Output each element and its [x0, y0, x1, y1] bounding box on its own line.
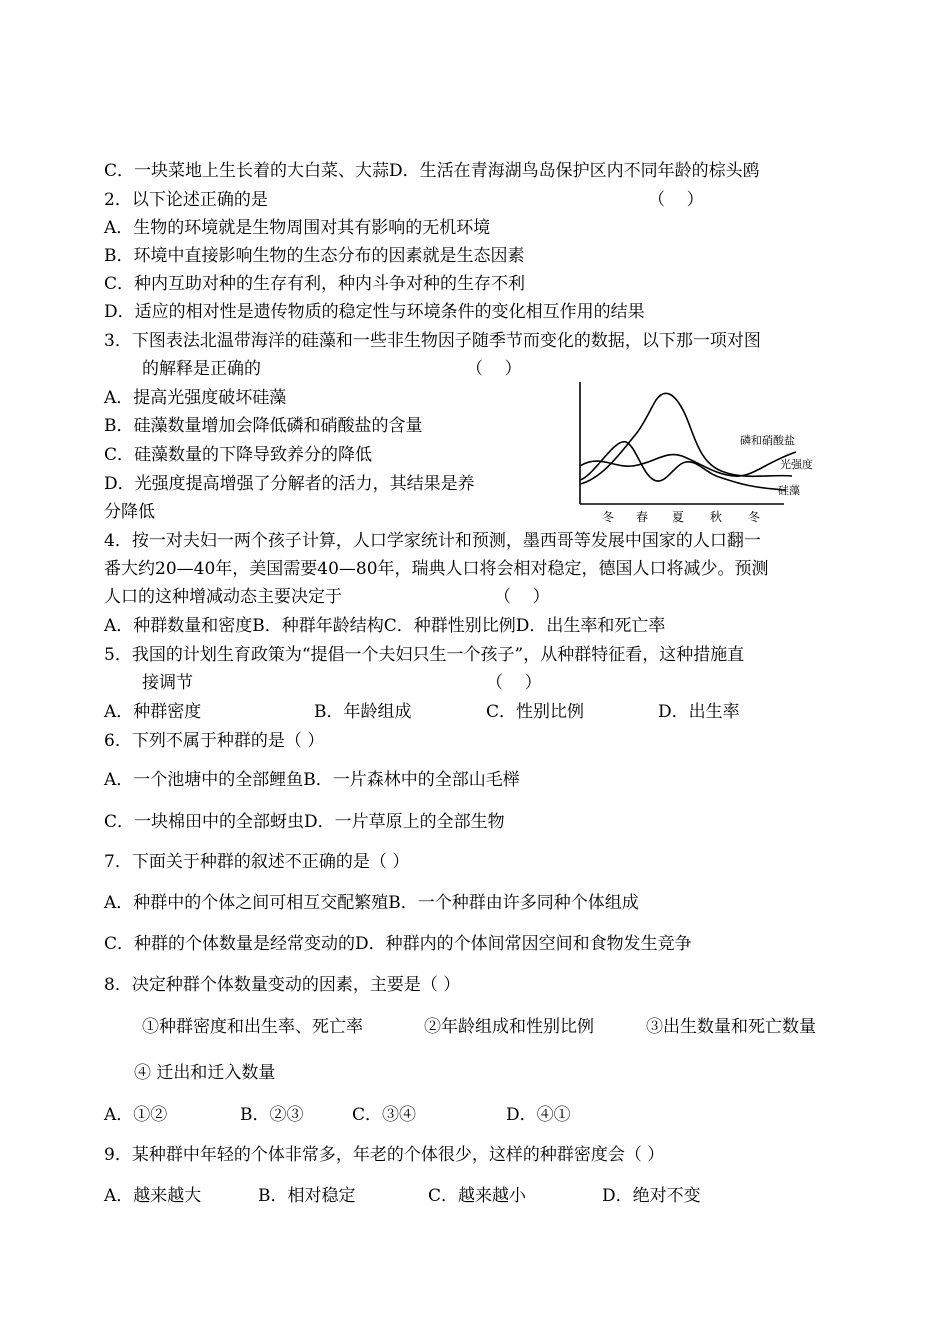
- q5-option-c: C．性别比例: [486, 702, 585, 722]
- q8-option-b: B．②③: [240, 1105, 304, 1125]
- curve-phosphate: [580, 452, 796, 476]
- q2-option-a: A．生物的环境就是生物周围对其有影响的无机环境: [104, 218, 491, 238]
- q9-option-d: D．绝对不变: [602, 1186, 701, 1206]
- q4-answer-blank: （ ）: [494, 587, 550, 607]
- q3-option-c: C．硅藻数量的下降导致养分的降低: [104, 445, 373, 465]
- q3-option-b: B．硅藻数量增加会降低磷和硝酸盐的含量: [104, 416, 423, 436]
- q3-option-d: D．光强度提高增强了分解者的活力，其结果是养: [104, 474, 475, 494]
- q7-stem: 7．下面关于种群的叙述不正确的是（ ）: [104, 852, 410, 872]
- q8-option-a: A．①②: [104, 1105, 168, 1125]
- q8-stem: 8．决定种群个体数量变动的因素，主要是（ ）: [104, 975, 461, 995]
- season-tick: 冬: [602, 510, 615, 524]
- q2-option-d: D．适应的相对性是遗传物质的稳定性与环境条件的变化相互作用的结果: [104, 302, 645, 322]
- q2-option-c: C．种内互助对种的生存有利，种内斗争对种的生存不利: [104, 274, 526, 294]
- q5-option-d: D．出生率: [658, 702, 740, 722]
- curve-diatom: [580, 442, 786, 490]
- q2-option-b: B．环境中直接影响生物的生态分布的因素就是生态因素: [104, 246, 525, 266]
- q3-answer-blank: （ ）: [466, 359, 522, 379]
- q9-option-b: B．相对稳定: [258, 1186, 356, 1206]
- q9-stem: 9．某种群中年轻的个体非常多，年老的个体很少，这样的种群密度会（ ）: [104, 1145, 665, 1165]
- season-tick: 春: [636, 510, 649, 524]
- q3-stem-cont: 的解释是正确的: [142, 359, 261, 379]
- q4-stem-l2: 番大约20—40年，美国需要40—80年，瑞典人口将会相对稳定，德国人口将减少。预测: [104, 559, 769, 579]
- q2-answer-blank: （ ）: [648, 190, 704, 210]
- q5-stem-cont: 接调节: [142, 673, 193, 693]
- q1-option-cd: C．一块菜地上生长着的大白菜、大蒜D．生活在青海湖鸟岛保护区内不同年龄的棕头鸥: [104, 161, 760, 181]
- q4-stem-l3: 人口的这种增减动态主要决定于: [104, 587, 342, 607]
- q4-options: A．种群数量和密度B．种群年龄结构C．种群性别比例D．出生率和死亡率: [104, 616, 666, 636]
- q3-option-a: A．提高光强度破坏硅藻: [104, 388, 287, 408]
- q4-stem: 4．按一对夫妇一两个孩子计算，人口学家统计和预测，墨西哥等发展中国家的人口翻一: [104, 531, 761, 551]
- seasonal-diatom-figure: [574, 380, 844, 526]
- label-phosphate: 磷和硝酸盐: [740, 434, 795, 447]
- label-diatom: 硅藻: [778, 484, 800, 497]
- season-tick: 秋: [710, 510, 723, 524]
- q5-option-b: B．年龄组成: [314, 702, 412, 722]
- q5-answer-blank: （ ）: [486, 673, 542, 693]
- season-tick: 冬: [748, 510, 761, 524]
- q6-options-cd: C．一块棉田中的全部蚜虫D．一片草原上的全部生物: [104, 812, 505, 832]
- q8-item-2: ②年龄组成和性别比例: [424, 1017, 594, 1037]
- q2-stem: 2．以下论述正确的是: [104, 190, 268, 210]
- q3-option-d-cont: 分降低: [104, 502, 155, 522]
- q9-option-c: C．越来越小: [428, 1186, 527, 1206]
- q3-stem: 3．下图表法北温带海洋的硅藻和一些非生物因子随季节而变化的数据，以下那一项对图: [104, 331, 761, 351]
- q6-options-ab: A．一个池塘中的全部鲤鱼B．一片森林中的全部山毛榉: [104, 770, 520, 790]
- label-light: 光强度: [780, 458, 813, 471]
- q7-options-cd: C．种群的个体数量是经常变动的D．种群内的个体间常因空间和食物发生竞争: [104, 934, 692, 954]
- season-tick: 夏: [672, 510, 685, 524]
- q5-stem: 5．我国的计划生育政策为“提倡一个夫妇只生一个孩子”，从种群特征看，这种措施直: [104, 645, 745, 665]
- q8-item-3: ③出生数量和死亡数量: [646, 1017, 816, 1037]
- q9-option-a: A．越来越大: [104, 1186, 202, 1206]
- q7-options-ab: A．种群中的个体之间可相互交配繁殖B．一个种群由许多同种个体组成: [104, 893, 639, 913]
- q8-item-4: ④ 迁出和迁入数量: [134, 1063, 276, 1083]
- q8-option-c: C．③④: [352, 1105, 417, 1125]
- q6-stem: 6．下列不属于种群的是（ ）: [104, 731, 325, 751]
- q8-item-1: ①种群密度和出生率、死亡率: [142, 1017, 363, 1037]
- q5-option-a: A．种群密度: [104, 702, 202, 722]
- q8-option-d: D．④①: [506, 1105, 571, 1125]
